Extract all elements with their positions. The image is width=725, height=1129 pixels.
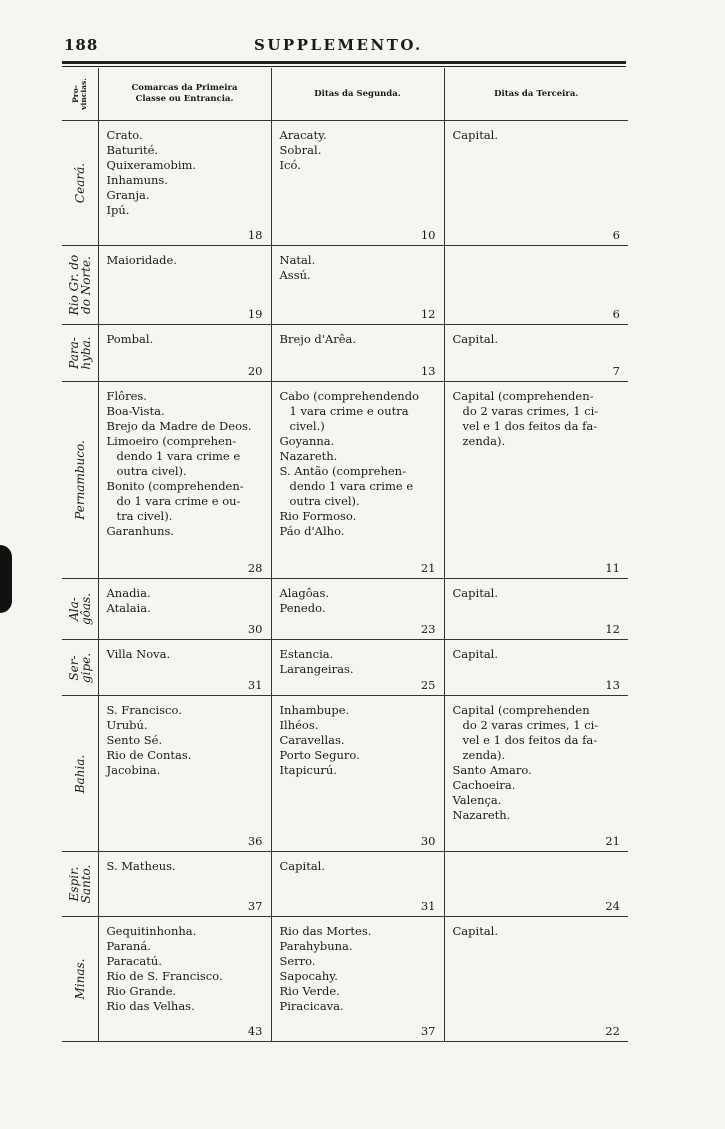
comarca-line: do 2 varas crimes, 1 ci- xyxy=(462,718,599,732)
comarca-line: Capital. xyxy=(452,128,499,142)
cell-segunda xyxy=(271,121,444,246)
header-provincias xyxy=(62,68,98,121)
comarca-line: Urubú. xyxy=(106,718,148,732)
comarca-line: S. Matheus. xyxy=(106,859,176,873)
comarca-line: Sento Sé. xyxy=(106,733,163,747)
comarca-list xyxy=(107,924,265,1014)
comarca-line: Capital. xyxy=(452,586,499,600)
cell-primeira xyxy=(98,382,271,579)
comarca-list xyxy=(280,859,438,874)
row-alagoas xyxy=(62,579,628,640)
cell-terceira xyxy=(444,696,628,852)
header-provincias-label: Pro- vincias. xyxy=(70,78,88,110)
comarca-line: Limoeiro (comprehen- xyxy=(106,434,237,448)
comarca-list xyxy=(107,389,265,539)
province-cell xyxy=(62,917,98,1042)
cell-terceira xyxy=(444,121,628,246)
province-name: Rio Gr. do do Norte. xyxy=(66,254,93,316)
province-cell xyxy=(62,579,98,640)
comarca-line: Capital. xyxy=(279,859,326,873)
ink-blot xyxy=(0,545,12,613)
comarca-line: Santo Amaro. xyxy=(452,763,532,777)
comarca-line: Granja. xyxy=(106,188,150,202)
running-count: 7 xyxy=(612,364,620,378)
province-cell xyxy=(62,382,98,579)
header-terceira: Ditas da Terceira. xyxy=(444,68,628,121)
running-count: 18 xyxy=(247,228,263,242)
running-count: 22 xyxy=(605,1024,620,1038)
comarca-line: Assú. xyxy=(279,268,311,282)
comarca-line: Boa-Vista. xyxy=(106,404,165,418)
row-bahia xyxy=(62,696,628,852)
cell-segunda xyxy=(271,246,444,325)
cell-primeira xyxy=(98,121,271,246)
comarca-line: Jacobina. xyxy=(106,763,161,777)
cell-terceira xyxy=(444,640,628,696)
comarca-line: Páo d'Alho. xyxy=(279,524,345,538)
comarca-line: Porto Seguro. xyxy=(279,748,360,762)
province-name: Pernambuco. xyxy=(72,440,87,520)
comarca-line: Garanhuns. xyxy=(106,524,175,538)
comarca-list xyxy=(280,586,438,616)
comarca-list xyxy=(280,332,438,347)
comarca-list xyxy=(107,859,265,874)
comarca-line: Brejo da Madre de Deos. xyxy=(106,419,252,433)
comarca-line: Paracatú. xyxy=(106,954,162,968)
comarca-line: dendo 1 vara crime e xyxy=(116,449,241,463)
comarca-list xyxy=(280,128,438,173)
comarca-line: Nazareth. xyxy=(452,808,511,822)
cell-segunda xyxy=(271,640,444,696)
comarca-line: Baturité. xyxy=(106,143,159,157)
comarca-list xyxy=(107,253,265,268)
running-count: 20 xyxy=(247,364,263,378)
cell-segunda xyxy=(271,852,444,917)
province-cell xyxy=(62,325,98,382)
cell-primeira xyxy=(98,696,271,852)
cell-primeira xyxy=(98,640,271,696)
comarca-line: Villa Nova. xyxy=(106,647,171,661)
comarca-line: vel e 1 dos feitos da fa- xyxy=(462,733,598,747)
cell-terceira xyxy=(444,579,628,640)
province-cell xyxy=(62,121,98,246)
comarca-list xyxy=(280,647,438,677)
row-pernambuco xyxy=(62,382,628,579)
comarca-line: Atalaia. xyxy=(106,601,151,615)
cell-terceira xyxy=(444,325,628,382)
cell-terceira xyxy=(444,382,628,579)
comarca-line: Gequitinhonha. xyxy=(106,924,197,938)
comarca-line: zenda). xyxy=(462,434,506,448)
comarca-line: Caravellas. xyxy=(279,733,345,747)
comarca-line: 1 vara crime e outra xyxy=(289,404,409,418)
comarca-line: do 1 vara crime e ou- xyxy=(116,494,241,508)
comarca-line: Maioridade. xyxy=(106,253,177,267)
province-name: Espir. Santo. xyxy=(66,864,93,904)
comarca-line: S. Antão (comprehen- xyxy=(279,464,406,478)
running-count: 12 xyxy=(420,307,436,321)
comarcas-table xyxy=(62,68,628,1042)
cell-segunda xyxy=(271,696,444,852)
comarca-line: Goyanna. xyxy=(279,434,335,448)
comarca-line: Rio Grande. xyxy=(106,984,177,998)
comarca-line: Inhambupe. xyxy=(279,703,350,717)
comarca-line: Estancia. xyxy=(279,647,334,661)
running-count: 6 xyxy=(612,307,620,321)
comarca-line: Rio das Velhas. xyxy=(106,999,195,1013)
comarca-list xyxy=(107,128,265,218)
comarca-list xyxy=(453,703,623,823)
header-segunda: Ditas da Segunda. xyxy=(271,68,444,121)
comarca-line: do 2 varas crimes, 1 ci- xyxy=(462,404,599,418)
comarca-line: dendo 1 vara crime e xyxy=(289,479,414,493)
cell-segunda xyxy=(271,917,444,1042)
province-cell xyxy=(62,852,98,917)
comarca-list xyxy=(280,703,438,778)
cell-terceira xyxy=(444,917,628,1042)
province-name: Minas. xyxy=(72,958,87,1000)
comarca-line: tra civel). xyxy=(116,509,173,523)
page-number: 188 xyxy=(64,36,99,54)
comarca-line: Paraná. xyxy=(106,939,151,953)
running-count: 23 xyxy=(420,622,436,636)
running-count: 37 xyxy=(420,1024,436,1038)
running-count: 31 xyxy=(247,678,263,692)
running-count: 6 xyxy=(612,228,620,242)
comarca-line: Capital (comprehenden- xyxy=(452,389,594,403)
comarca-line: Bonito (comprehenden- xyxy=(106,479,244,493)
comarca-line: Capital. xyxy=(452,647,499,661)
running-title: SUPPLEMENTO. xyxy=(254,36,423,54)
comarca-line: Rio das Mortes. xyxy=(279,924,372,938)
running-count: 13 xyxy=(420,364,436,378)
province-cell xyxy=(62,640,98,696)
comarca-line: Capital. xyxy=(452,332,499,346)
comarca-line: outra civel). xyxy=(116,464,187,478)
running-count: 21 xyxy=(605,834,620,848)
comarca-list xyxy=(453,389,623,449)
cell-primeira xyxy=(98,246,271,325)
comarca-line: Rio de Contas. xyxy=(106,748,192,762)
province-name: Ala- gôas. xyxy=(66,592,93,626)
comarca-line: civel.) xyxy=(289,419,325,433)
comarca-line: Flôres. xyxy=(106,389,147,403)
comarca-line: Natal. xyxy=(279,253,316,267)
comarca-list xyxy=(107,332,265,347)
comarca-list xyxy=(453,647,623,662)
province-name: Ceará. xyxy=(72,162,87,204)
cell-terceira xyxy=(444,246,628,325)
comarca-line: Sobral. xyxy=(279,143,322,157)
comarca-line: Anadia. xyxy=(106,586,151,600)
comarca-line: Aracaty. xyxy=(279,128,327,142)
header-rule xyxy=(62,61,626,64)
comarca-line: Rio Verde. xyxy=(279,984,340,998)
running-count: 43 xyxy=(247,1024,263,1038)
province-name: Bahia. xyxy=(72,754,87,793)
province-name: Ser- gipe. xyxy=(66,652,93,683)
comarca-list xyxy=(280,924,438,1014)
province-cell xyxy=(62,696,98,852)
comarca-list xyxy=(280,389,438,539)
comarca-line: Rio de S. Francisco. xyxy=(106,969,223,983)
running-count: 31 xyxy=(420,899,436,913)
province-name: Para- hyba. xyxy=(66,336,93,370)
comarca-line: Ipú. xyxy=(106,203,130,217)
comarca-line: Crato. xyxy=(106,128,143,142)
running-count: 30 xyxy=(247,622,263,636)
comarca-line: Nazareth. xyxy=(279,449,338,463)
running-count: 30 xyxy=(420,834,436,848)
running-count: 25 xyxy=(420,678,436,692)
cell-primeira xyxy=(98,325,271,382)
comarca-list xyxy=(107,703,265,778)
running-count: 36 xyxy=(247,834,263,848)
comarca-line: Larangeiras. xyxy=(279,662,354,676)
comarca-list xyxy=(280,253,438,283)
comarca-line: Penedo. xyxy=(279,601,326,615)
comarca-line: Parahybuna. xyxy=(279,939,353,953)
comarca-line: vel e 1 dos feitos da fa- xyxy=(462,419,598,433)
row-parahyba xyxy=(62,325,628,382)
comarca-line: Itapicurú. xyxy=(279,763,337,777)
comarca-line: Capital. xyxy=(452,924,499,938)
cell-terceira xyxy=(444,852,628,917)
header-primeira: Comarcas da Primeira Classe ou Entrancia. xyxy=(98,68,271,121)
comarca-list xyxy=(453,128,623,143)
cell-primeira xyxy=(98,579,271,640)
province-cell xyxy=(62,246,98,325)
comarca-line: Icó. xyxy=(279,158,301,172)
running-count: 10 xyxy=(420,228,436,242)
comarca-list xyxy=(107,647,265,662)
comarca-list xyxy=(453,332,623,347)
comarca-line: Capital (comprehenden xyxy=(452,703,590,717)
comarca-line: Brejo d'Arêa. xyxy=(279,332,357,346)
running-count: 28 xyxy=(247,561,263,575)
running-count: 21 xyxy=(420,561,436,575)
comarca-list xyxy=(453,586,623,601)
comarca-line: outra civel). xyxy=(289,494,360,508)
row-minas xyxy=(62,917,628,1042)
comarca-line: Alagôas. xyxy=(279,586,330,600)
running-count: 12 xyxy=(605,622,620,636)
comarca-line: Piracicava. xyxy=(279,999,344,1013)
cell-segunda xyxy=(271,579,444,640)
comarca-line: Inhamuns. xyxy=(106,173,168,187)
comarca-line: Cachoeira. xyxy=(452,778,516,792)
comarca-list xyxy=(107,586,265,616)
row-ceara xyxy=(62,121,628,246)
row-espirito xyxy=(62,852,628,917)
running-count: 13 xyxy=(605,678,620,692)
comarca-line: Ilhéos. xyxy=(279,718,319,732)
comarca-line: Rio Formoso. xyxy=(279,509,357,523)
comarca-line: Valença. xyxy=(452,793,502,807)
page-header xyxy=(64,36,624,56)
comarca-line: Pombal. xyxy=(106,332,154,346)
comarca-line: S. Francisco. xyxy=(106,703,182,717)
running-count: 19 xyxy=(247,307,263,321)
cell-segunda xyxy=(271,325,444,382)
running-count: 37 xyxy=(247,899,263,913)
comarca-line: Serro. xyxy=(279,954,316,968)
cell-primeira xyxy=(98,917,271,1042)
row-rgn xyxy=(62,246,628,325)
comarca-line: Sapocahy. xyxy=(279,969,338,983)
header-rule-thin xyxy=(62,66,626,67)
comarca-line: zenda). xyxy=(462,748,506,762)
row-sergipe xyxy=(62,640,628,696)
running-count: 11 xyxy=(605,561,620,575)
cell-primeira xyxy=(98,852,271,917)
comarca-line: Quixeramobim. xyxy=(106,158,197,172)
comarca-list xyxy=(453,924,623,939)
comarca-line: Cabo (comprehendendo xyxy=(279,389,419,403)
cell-segunda xyxy=(271,382,444,579)
running-count: 24 xyxy=(605,899,620,913)
